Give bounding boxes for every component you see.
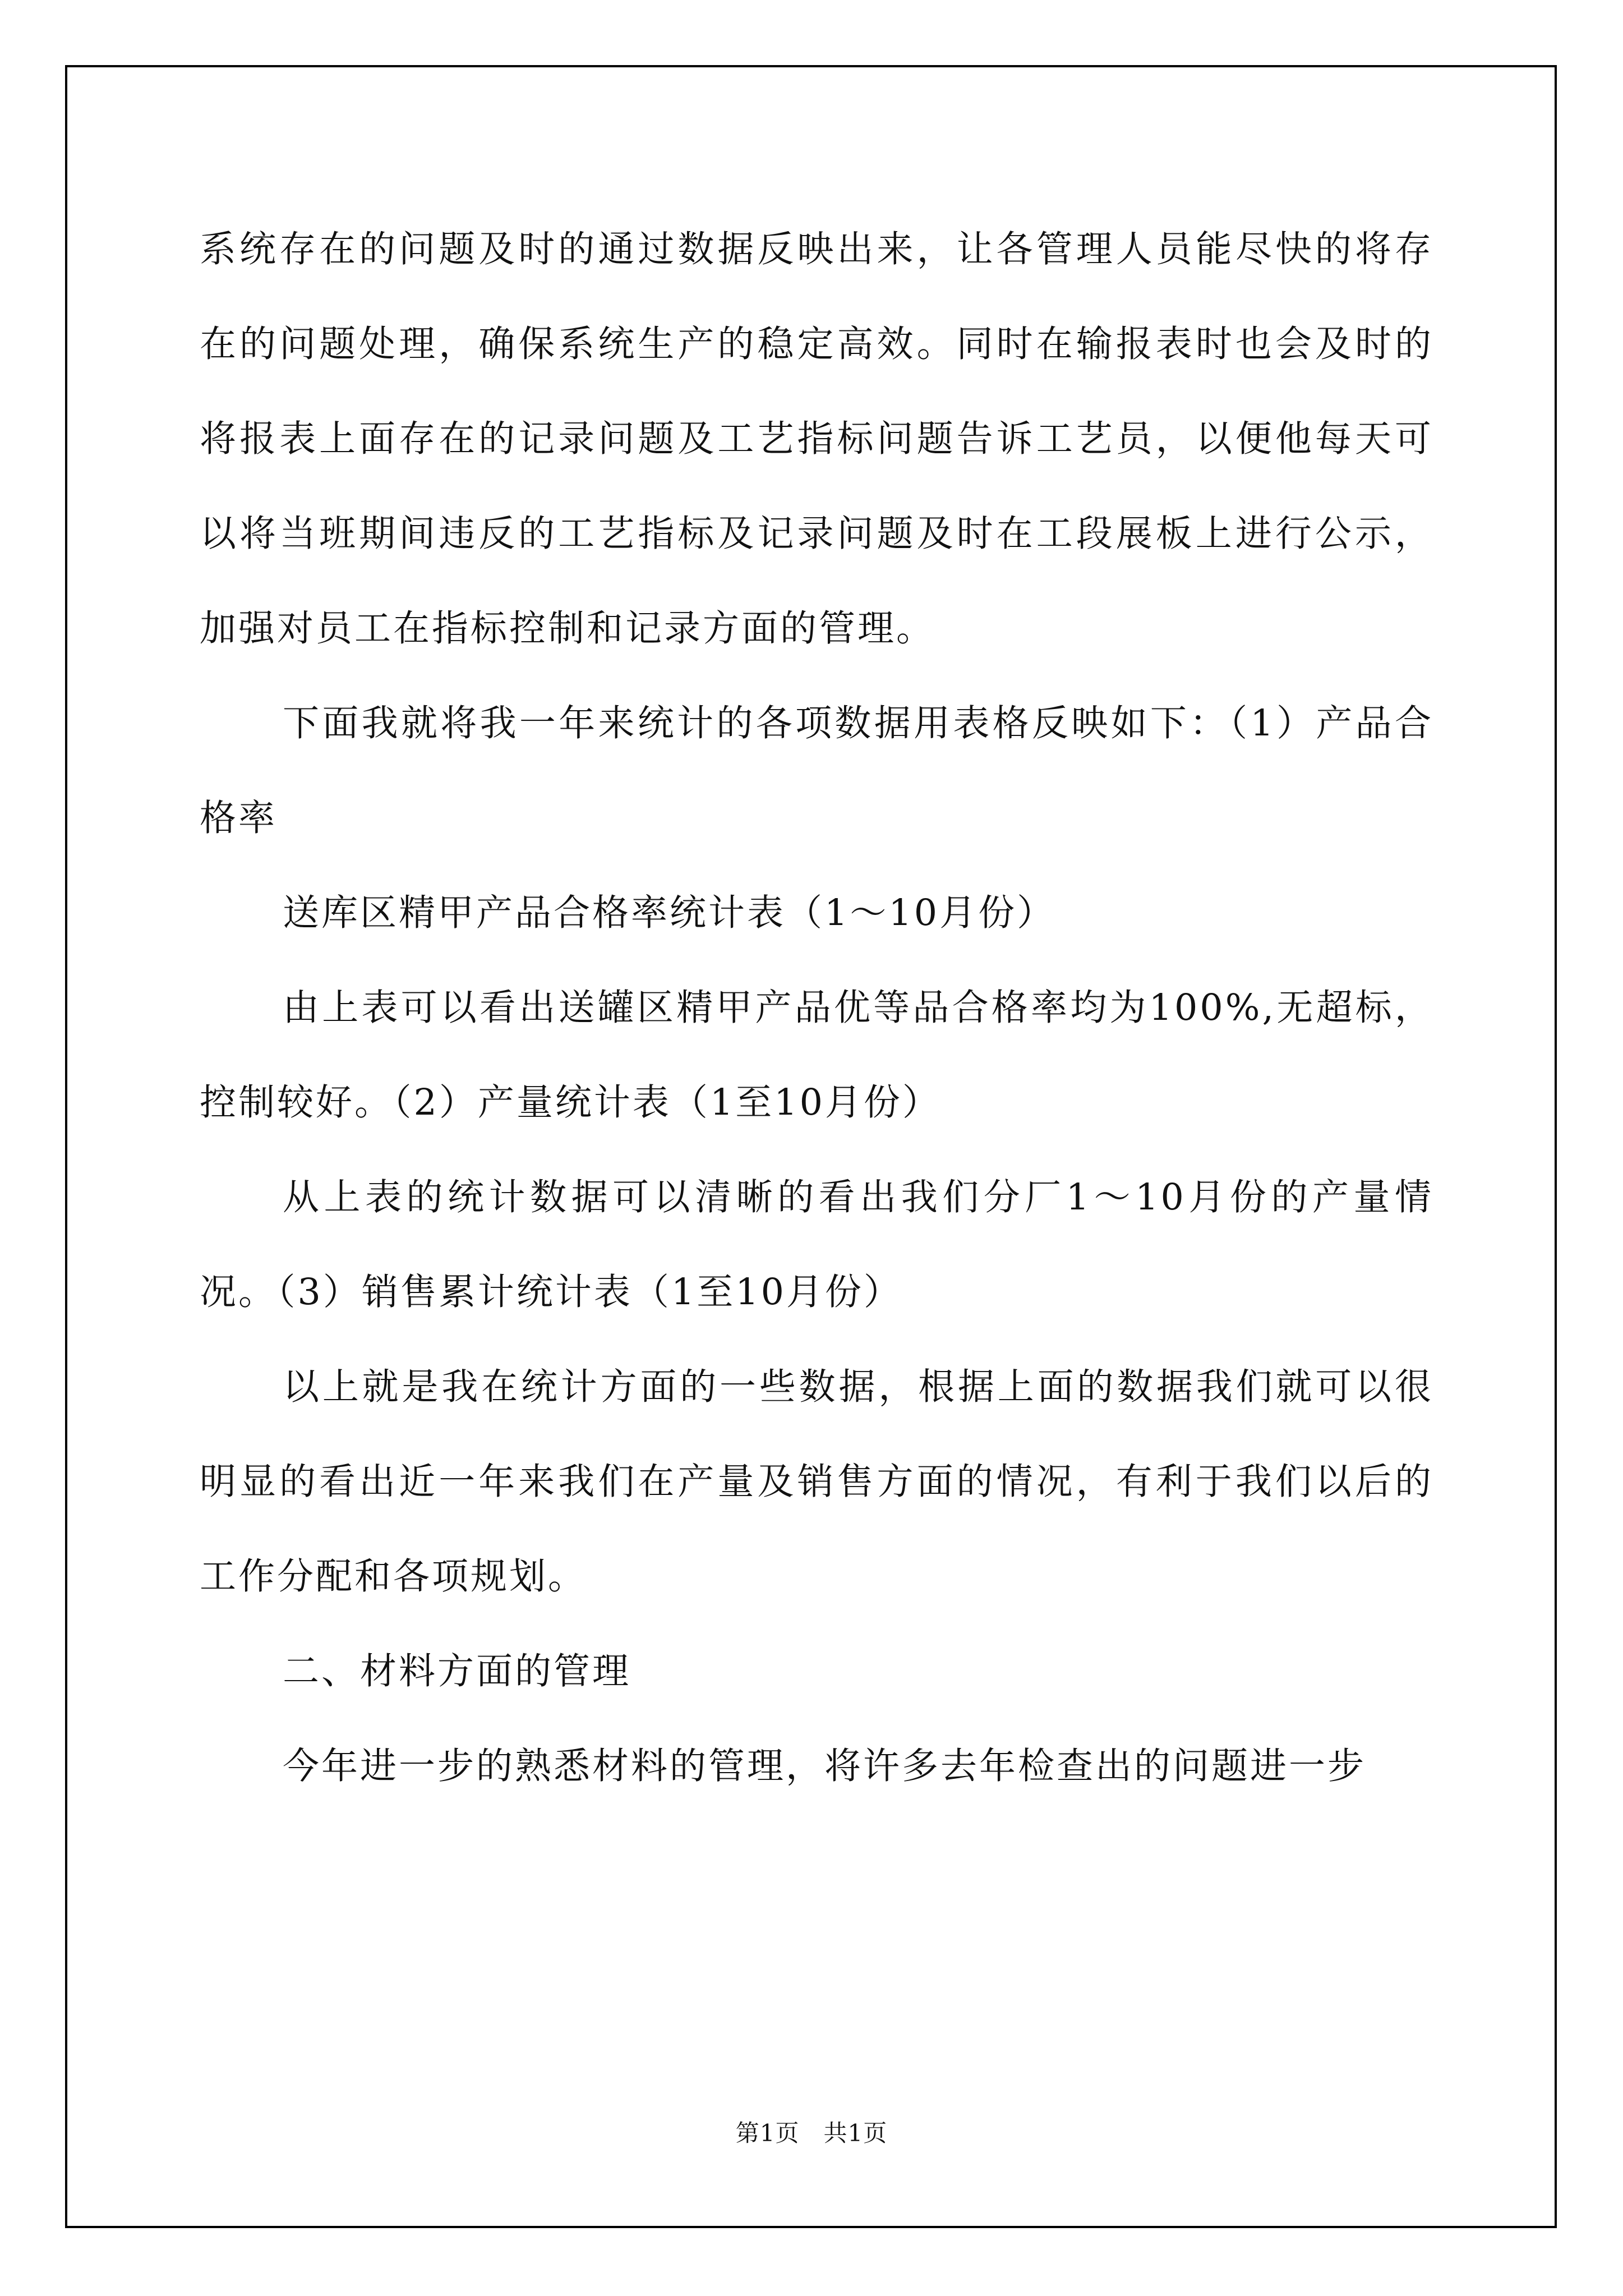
page-footer: 第1页 共1页 — [735, 2119, 888, 2147]
paragraph-2: 下面我就将我一年来统计的各项数据用表格反映如下：（1）产品合格率 — [200, 702, 1433, 839]
paragraph-1: 系统存在的问题及时的通过数据反映出来，让各管理人员能尽快的将存在的问题处理，确保系统生产的稳定高效。同时在输报表时也会及时的将报表上面存在的记录问题及工艺指标问题告诉工艺员，以便他每天可以将当班期间违反的工艺指标及记录问题及时在工段展板上进行公示，加强对员工在指标控制和记录方面的管理。 — [200, 228, 1433, 650]
table-caption-1: 送库区精甲产品合格率统计表（1～10月份） — [283, 892, 1056, 934]
paragraph-6: 今年进一步的熟悉材料的管理，将许多去年检查出的问题进一步 — [283, 1745, 1367, 1787]
paragraph-3: 由上表可以看出送罐区精甲产品优等品合格率均为100%,无超标，控制较好。（2）产量统计表（1至10月份） — [200, 987, 1433, 1124]
document-body — [200, 202, 1433, 1814]
paragraph-5: 以上就是我在统计方面的一些数据，根据上面的数据我们就可以很明显的看出近一年来我们在产量及销售方面的情况，有利于我们以后的工作分配和各项规划。 — [200, 1366, 1433, 1598]
section-heading: 二、材料方面的管理 — [283, 1650, 631, 1692]
paragraph-4: 从上表的统计数据可以清晰的看出我们分厂1～10月份的产量情况。（3）销售累计统计表（1至10月份） — [200, 1176, 1433, 1313]
